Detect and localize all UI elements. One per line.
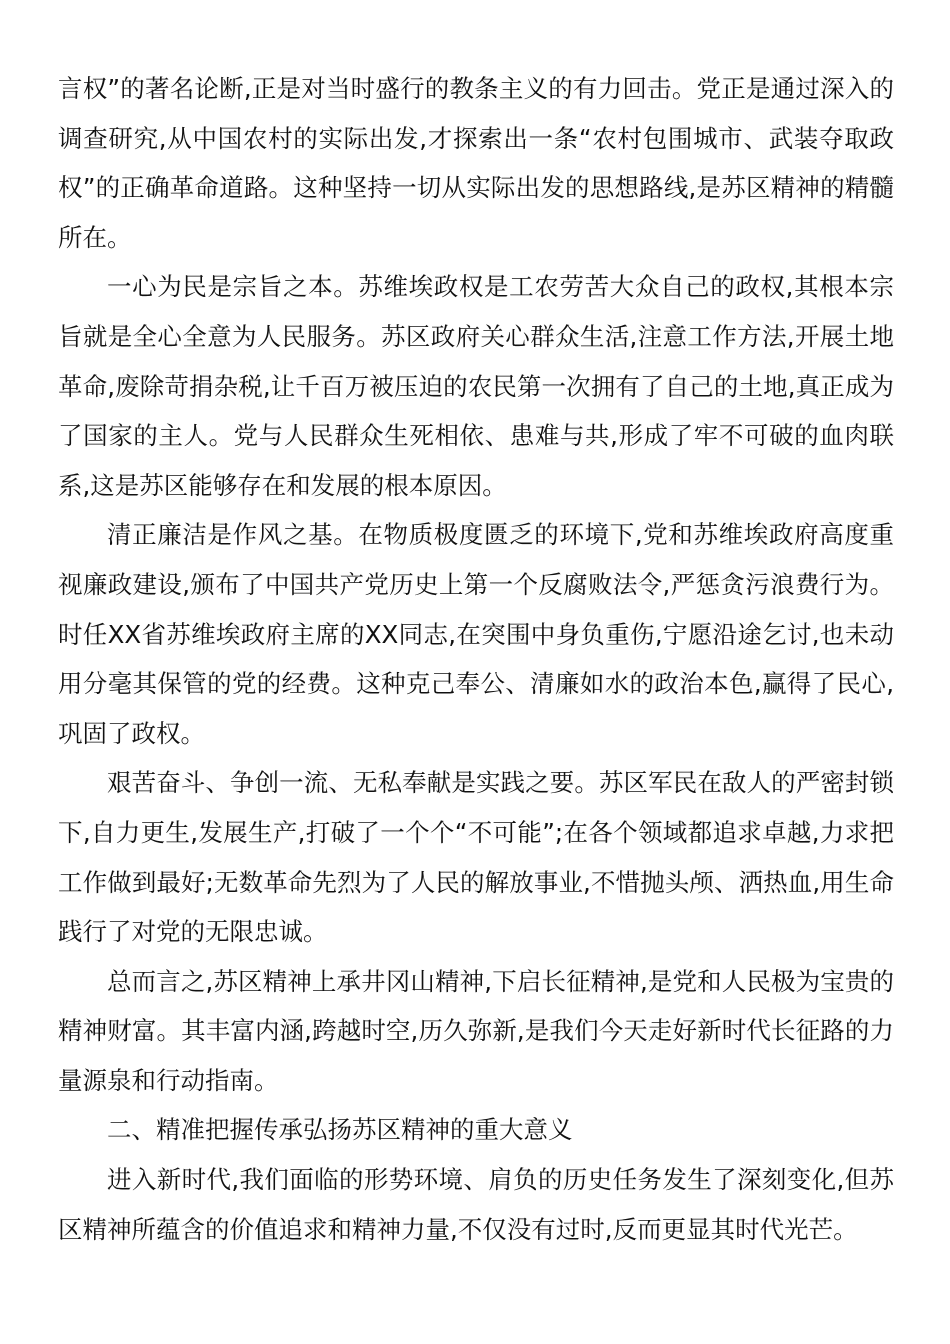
document-page	[58, 64, 894, 1254]
paragraph-new-era: 进入新时代,我们面临的形势环境、肩负的历史任务发生了深刻变化,但苏区精神所蕴含的价值追求和精神力量,不仅没有过时,反而更显其时代光芒。	[58, 1165, 894, 1244]
section-heading: 二、精准把握传承弘扬苏区精神的重大意义	[107, 1115, 573, 1145]
paragraph-integrity: 清正廉洁是作风之基。在物质极度匮乏的环境下,党和苏维埃政府高度重视廉政建设,颁布了中国共产党历史上第一个反腐败法令,严惩贪污浪费行为。时任XX省苏维埃政府主席的XX同志,在突围中身负重伤,宁愿沿途乞讨,也未动用分毫其保管的党的经费。这种克己奉公、清廉如水的政治本色,赢得了民心,巩固了政权。	[58, 520, 894, 748]
paragraph-hard-work: 艰苦奋斗、争创一流、无私奉献是实践之要。苏区军民在敌人的严密封锁下,自力更生,发展生产,打破了一个个“不可能”;在各个领域都追求卓越,力求把工作做到最好;无数革命先烈为了人民的解放事业,不惜抛头颅、洒热血,用生命践行了对党的无限忠诚。	[58, 768, 894, 947]
paragraph-continued: 言权”的著名论断,正是对当时盛行的教条主义的有力回击。党正是通过深入的调查研究,从中国农村的实际出发,才探索出一条“农村包围城市、武装夺取政权”的正确革命道路。这种坚持一切从实际出发的思想路线,是苏区精神的精髓所在。	[58, 74, 894, 252]
paragraph-serve-the-people: 一心为民是宗旨之本。苏维埃政权是工农劳苦大众自己的政权,其根本宗旨就是全心全意为人民服务。苏区政府关心群众生活,注意工作方法,开展土地革命,废除苛捐杂税,让千百万被压迫的农民第一次拥有了自己的土地,真正成为了国家的主人。党与人民群众生死相依、患难与共,形成了牢不可破的血肉联系,这是苏区能够存在和发展的根本原因。	[58, 272, 894, 500]
paragraph-summary: 总而言之,苏区精神上承井冈山精神,下启长征精神,是党和人民极为宝贵的精神财富。其丰富内涵,跨越时空,历久弥新,是我们今天走好新时代长征路的力量源泉和行动指南。	[58, 966, 894, 1095]
